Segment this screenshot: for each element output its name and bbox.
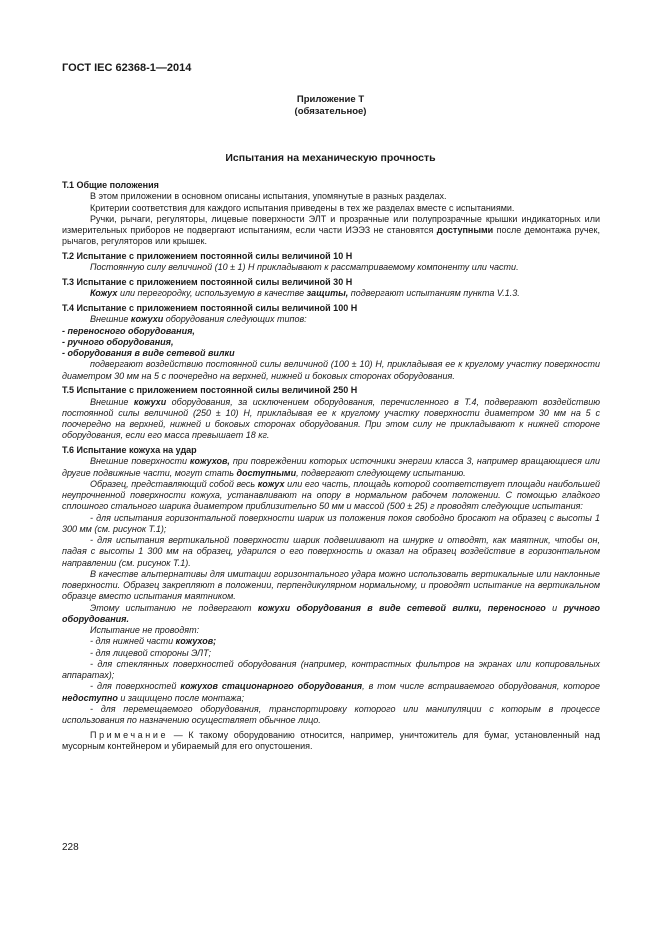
t1-paragraph-1: В этом приложении в основном описаны испытания, упомянутые в разных разделах.	[90, 191, 447, 202]
t6-l4-term-2: недоступно	[62, 692, 118, 703]
section-t5-heading: Т.5 Испытание с приложением постоянной силы величиной 250 Н	[62, 385, 358, 396]
t1-p3-text: Ручки, рычаги, регуляторы, лицевые поверхности ЭЛТ и прозрачные или полупрозрачные крышки индикаторных или измерительных приборов не подвергают испытаниям, если части ИЭЭЗ не становятся	[62, 213, 600, 235]
t4-list-item: - оборудования в виде сетевой вилки	[62, 348, 235, 358]
t4-intro-text: Внешние	[90, 314, 131, 325]
t6-p2-text: Образец, представляющий собой весь	[90, 478, 258, 489]
note-paragraph	[62, 730, 600, 753]
t6-p1-term-accessible: доступными	[236, 467, 297, 478]
annex-content	[62, 180, 600, 752]
t6-p6-term-1: кожухи оборудования в виде сетевой вилки, переносного	[257, 602, 546, 613]
t6-paragraph-1	[62, 456, 600, 479]
t3-term-enclosure: Кожух	[90, 288, 118, 299]
section-t1-heading: Т.1 Общие положения	[62, 180, 159, 190]
t6-l4-text: - для поверхностей	[90, 681, 181, 692]
t3-term-safeguard: защиты,	[306, 288, 349, 299]
t6-p6-text: Этому испытанию не подвергают	[90, 602, 258, 613]
t6-l4-term-1: кожухов стационарного оборудования	[180, 681, 363, 692]
t6-paragraph-6	[62, 603, 600, 626]
t6-paragraph-5: В качестве альтернативы для имитации горизонтального удара можно использовать вертикальные или наклонные поверхности. Образец закрепляют в положении, перпендикулярном нормальному, и проводят испытание на вертикальном образце вместо испытания маятником.	[62, 568, 600, 602]
t5-term-enclosures: кожухи	[133, 396, 167, 407]
annex-heading: Испытания на механическую прочность	[225, 152, 436, 164]
t6-p2-text-end: или его часть, площадь которой соответствует площади наибольшей неупрочненной поверхности кожуха, устанавливают на опору в нормальном рабочем положении. С помощью гладкого сплошного стального шарика диаметром приблизительно 50 мм и массой (500 ± 25) г проводят следующие испытания:	[62, 478, 600, 512]
t3-text-end: подвергают испытаниям пункта V.1.3.	[348, 288, 520, 299]
t1-p3-term: доступными	[436, 225, 494, 235]
t2-paragraph-1: Постоянную силу величиной (10 ± 1) Н прикладывают к рассматриваемому компоненту или части.	[90, 262, 519, 273]
section-t2-heading: Т.2 Испытание с приложением постоянной силы величиной 10 Н	[62, 251, 353, 261]
page-number: 228	[62, 842, 79, 853]
t5-text-end: оборудования, за исключением оборудования, перечисленного в Т.4, подвергают воздействию постоянной силы величиной (250 ± 10) Н, прикладывая ее к круглому участку поверхности диаметром 30 мм на 5 с поочередно на верхней, нижней и боковых сторонах оборудования. При этом силу не прикладывают к нижней стороне оборудования, если его масса превышает 18 кг.	[62, 396, 600, 441]
t6-p2-term-enclosure: кожух	[257, 478, 285, 489]
t6-l4-text-mid: , в том числе встраиваемого оборудования, которое	[362, 681, 601, 692]
t6-l1-text: - для нижней части	[90, 636, 176, 647]
t4-intro	[62, 314, 600, 325]
t6-paragraph-3: - для испытания горизонтальной поверхности шарик из положения покоя свободно бросают на образец с высоты 1 300 мм (см. рисунок Т.1);	[62, 512, 600, 534]
t6-paragraph-4: - для испытания вертикальной поверхности шарик подвешивают на шнурке и отводят, как маятник, чтобы он, падая с высоты 1 300 мм на образец, ударился о его поверхность и оказал на образец воздействие в горизонтальном направлении (см. рисунок Т.1).	[62, 535, 600, 568]
t6-exclusion-3: - для стеклянных поверхностей оборудования (например, контрастных фильтров на экранах или копировальных аппаратах);	[62, 658, 600, 680]
t6-p1-text-end: , подвергают следующему испытанию.	[296, 467, 466, 478]
t5-text: Внешние	[90, 396, 134, 407]
t1-p3-text-end: после демонтажа ручек, рычагов, регуляторов или крышек.	[62, 225, 600, 247]
t4-term-enclosures: кожухи	[130, 314, 164, 325]
t6-l1-term: кожухов;	[175, 636, 217, 647]
t4-intro-text-end: оборудования следующих типов:	[163, 314, 307, 325]
note-label: Примечание	[90, 729, 169, 740]
t3-text: или перегородку, используемую в качестве	[117, 288, 307, 299]
t6-exclusion-5: - для перемещаемого оборудования, транспортировку которого или манипуляции с которым в процессе использования по назначению осуществляет обычное лицо.	[62, 703, 600, 725]
annex-title: Приложение Т	[296, 94, 365, 105]
t6-exclusion-2: - для лицевой стороны ЭЛТ;	[90, 647, 211, 658]
t6-p1-text: Внешние поверхности	[90, 456, 190, 467]
annex-status: (обязательное)	[294, 106, 367, 117]
t4-list-item: - ручного оборудования,	[62, 336, 174, 347]
t6-p6-text-mid: и	[545, 602, 564, 613]
section-t6-heading: Т.6 Испытание кожуха на удар	[62, 445, 197, 455]
t6-p1-term-enclosures: кожухов,	[189, 456, 230, 467]
standard-designation: ГОСТ IEC 62368-1—2014	[62, 62, 192, 74]
section-t4-heading: Т.4 Испытание с приложением постоянной силы величиной 100 Н	[62, 303, 358, 313]
t6-p1-text-mid: при повреждении которых источники энергии класса 3, например вращающиеся или другие подвижные части, могут стать	[62, 456, 600, 478]
t4-paragraph-2: подвергают воздействию постоянной силы величиной (100 ± 10) Н, прикладывая ее к круглому участку поверхности диаметром 30 мм на 5 с поочередно на верхней, нижней и боковых сторонах оборудования.	[62, 359, 600, 381]
t6-paragraph-7: Испытание не проводят:	[90, 625, 200, 635]
t6-exclusion-4	[62, 681, 600, 704]
t6-exclusion-1	[62, 636, 600, 647]
t6-l4-text-end: и защищено после монтажа;	[117, 692, 244, 703]
t6-p6-term-2: ручного оборудования.	[62, 602, 600, 624]
t5-paragraph-1	[62, 397, 600, 442]
t3-paragraph-1	[62, 288, 600, 299]
section-t3-heading: Т.3 Испытание с приложением постоянной силы величиной 30 Н	[62, 277, 353, 287]
t1-paragraph-2: Критерии соответствия для каждого испытания приведены в тех же разделах вместе с испытаниями.	[90, 202, 515, 213]
t6-paragraph-2	[62, 479, 600, 513]
t1-paragraph-3	[62, 214, 600, 248]
t4-list-item: - переносного оборудования,	[62, 325, 195, 336]
note-text: — К такому оборудованию относится, например, уничтожитель для бумаг, установленный над мусорным контейнером и убираемый для его опустошения.	[62, 729, 600, 751]
